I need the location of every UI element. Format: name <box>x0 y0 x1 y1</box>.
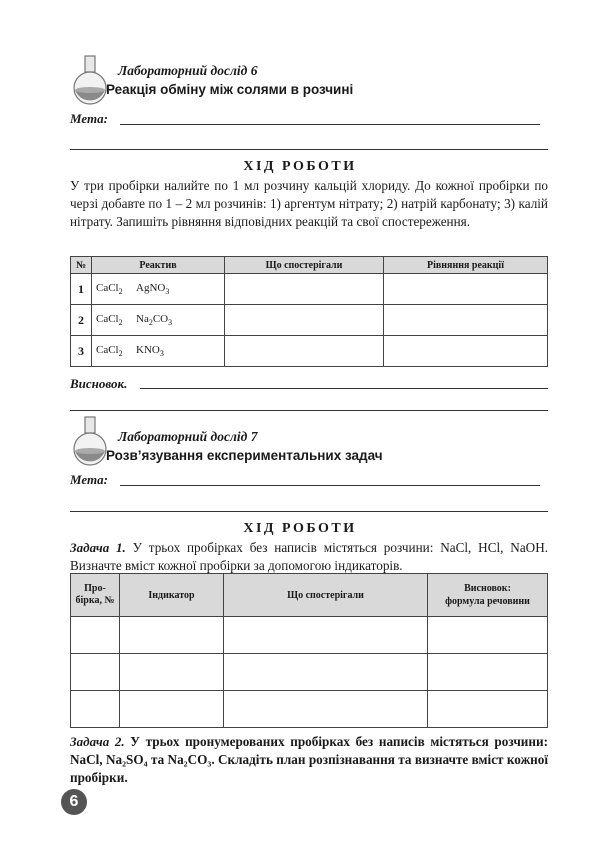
lab6-subtitle: Реакція обміну між солями в розчині <box>106 82 354 97</box>
reagent-a: CaCl$_2$ <box>92 305 133 336</box>
conclusion-header-line1: Висновок: <box>464 583 511 594</box>
col-equation: Рівняння реакції <box>384 257 548 274</box>
lab6-work-heading: ХІД РОБОТИ <box>243 159 357 174</box>
lab7-goal-line[interactable] <box>120 485 540 486</box>
conclusion-cell[interactable] <box>428 617 548 654</box>
tube-cell[interactable] <box>71 654 120 691</box>
lab6-title: Лабораторний дослід 6 <box>118 63 258 78</box>
tube-cell[interactable] <box>71 617 120 654</box>
lab6-table <box>70 256 548 367</box>
lab7-subtitle: Розв’язування експериментальних задач <box>106 448 383 463</box>
lab6-goal-label: Мета: <box>70 111 108 126</box>
reagent-b: $Na_2CO_3$ <box>132 305 225 336</box>
tube-cell[interactable] <box>71 691 120 728</box>
reagent-a: CaCl$_2$ <box>92 336 133 367</box>
col-conclusion <box>428 574 548 617</box>
observed-cell[interactable] <box>224 654 428 691</box>
lab7-work-heading: ХІД РОБОТИ <box>243 521 357 536</box>
lab7-task2 <box>70 733 548 787</box>
task1-text: У трьох пробірках без написів містяться розчини: NaCl, HCl, NaOH. Визначте вміст кожної пробірки за допомогою індикаторів. <box>70 540 549 573</box>
task2-text: У трьох пронумерованих пробірках без написів містяться розчини: NaCl, Na₂SO₄ та Na₂CO₃. Складіть план розпізнавання та визначте вміст кожної пробірки. <box>70 734 548 785</box>
col-observed: Що спостерігали <box>225 257 384 274</box>
task1-label: Задача 1. <box>70 540 126 555</box>
flask-icon <box>70 54 110 106</box>
lab6-conclusion-label: Висновок. <box>70 376 128 391</box>
lab6-goal-line-2[interactable] <box>70 149 548 150</box>
reagent-b: $KNO_3$ <box>132 336 225 367</box>
col-indicator: Індикатор <box>120 574 224 617</box>
task2-label: Задача 2. <box>70 734 125 749</box>
table-row <box>71 336 548 367</box>
table-row <box>71 305 548 336</box>
observed-cell[interactable] <box>225 274 384 305</box>
conclusion-cell[interactable] <box>428 691 548 728</box>
observed-cell[interactable] <box>224 691 428 728</box>
observed-cell[interactable] <box>225 305 384 336</box>
lab7-goal-label: Мета: <box>70 472 108 487</box>
flask-icon <box>70 415 110 467</box>
col-tube-number: Про-бірка, № <box>71 574 120 617</box>
observed-cell[interactable] <box>225 336 384 367</box>
col-number: № <box>71 257 92 274</box>
lab7-title: Лабораторний дослід 7 <box>118 429 258 444</box>
table-row <box>71 654 548 691</box>
col-reagent: Реактив <box>92 257 225 274</box>
lab7-task1 <box>70 539 548 575</box>
row-number: 2 <box>71 305 92 336</box>
table-row <box>71 617 548 654</box>
reagent-a: CaCl$_2$ <box>92 274 133 305</box>
lab7-table <box>70 573 548 728</box>
reagent-b: AgNO$_3$ <box>132 274 225 305</box>
row-number: 1 <box>71 274 92 305</box>
indicator-cell[interactable] <box>120 691 224 728</box>
table-row <box>71 691 548 728</box>
indicator-cell[interactable] <box>120 617 224 654</box>
lab6-conclusion-line[interactable] <box>140 388 548 389</box>
conclusion-cell[interactable] <box>428 654 548 691</box>
row-number: 3 <box>71 336 92 367</box>
col-observed: Що спостерігали <box>224 574 428 617</box>
equation-cell[interactable] <box>384 336 548 367</box>
indicator-cell[interactable] <box>120 654 224 691</box>
lab6-instructions: У три пробірки налийте по 1 мл розчину кальцій хлориду. До кожної пробірки по черзі добавте по 1 – 2 мл розчинів: 1) аргентум нітрату; 2) натрій карбонату; 3) калій нітрату. Запишіть рівняння відповідних реакцій та свої спостереження. <box>70 178 548 229</box>
table-row <box>71 274 548 305</box>
lab6-goal-line[interactable] <box>120 124 540 125</box>
conclusion-header-line2: формула речовини <box>445 596 530 607</box>
equation-cell[interactable] <box>384 305 548 336</box>
lab6-conclusion-line-2[interactable] <box>70 410 548 411</box>
page-number: 6 <box>61 789 87 815</box>
equation-cell[interactable] <box>384 274 548 305</box>
lab7-goal-line-2[interactable] <box>70 511 548 512</box>
observed-cell[interactable] <box>224 617 428 654</box>
